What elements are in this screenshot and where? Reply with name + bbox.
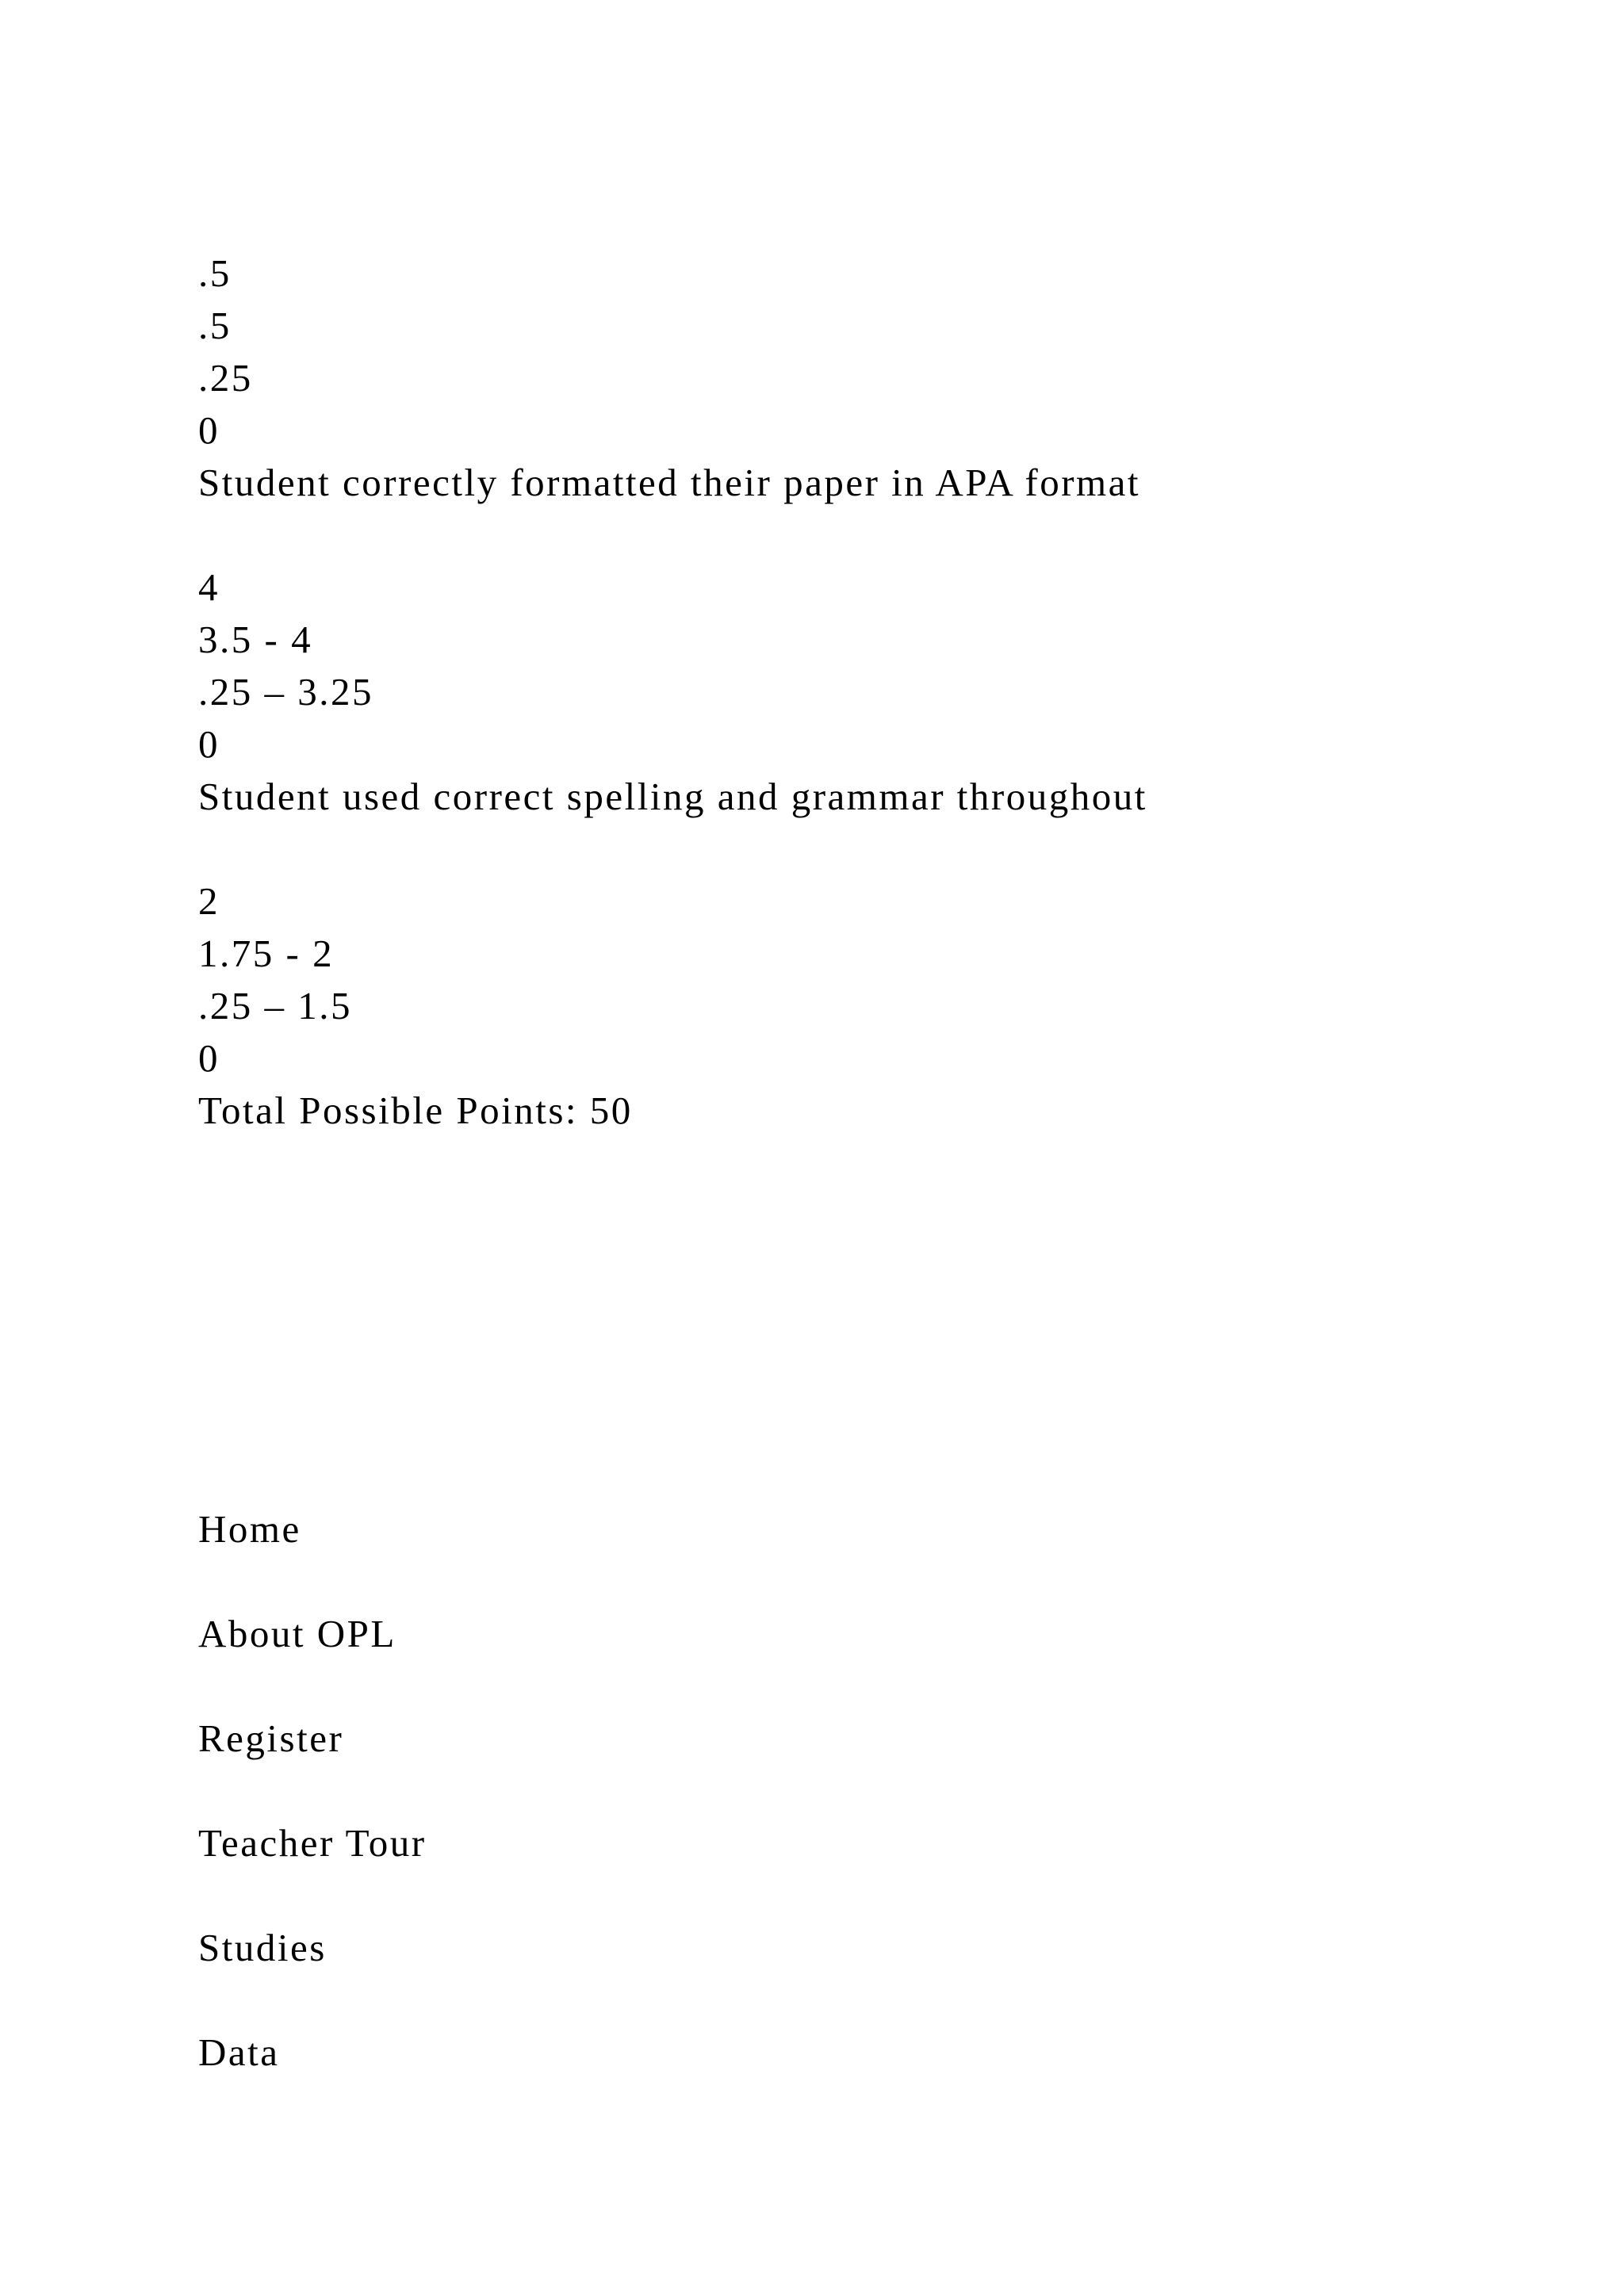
nav-link-data[interactable]: Data (198, 2030, 280, 2074)
score-value: .25 (198, 356, 253, 400)
score-value: 4 (198, 565, 220, 609)
score-value: .25 – 3.25 (198, 670, 373, 714)
score-value: 0 (198, 408, 220, 452)
score-value: 0 (198, 722, 220, 766)
nav-link-register[interactable]: Register (198, 1716, 344, 1760)
nav-link-teacher-tour[interactable]: Teacher Tour (198, 1821, 427, 1865)
rubric-criterion: Student correctly formatted their paper in APA format (198, 461, 1141, 504)
score-value: .5 (198, 251, 232, 295)
score-value: 3.5 - 4 (198, 618, 313, 661)
total-points: Total Possible Points: 50 (198, 1089, 633, 1132)
score-value: 0 (198, 1036, 220, 1080)
nav-link-about-opl[interactable]: About OPL (198, 1612, 396, 1655)
rubric-criterion: Student used correct spelling and grammar throughout (198, 775, 1147, 818)
score-value: 1.75 - 2 (198, 932, 335, 975)
nav-link-home[interactable]: Home (198, 1507, 301, 1551)
nav-link-studies[interactable]: Studies (198, 1926, 327, 1969)
score-value: .25 – 1.5 (198, 984, 352, 1027)
score-value: .5 (198, 304, 232, 347)
score-value: 2 (198, 879, 220, 923)
